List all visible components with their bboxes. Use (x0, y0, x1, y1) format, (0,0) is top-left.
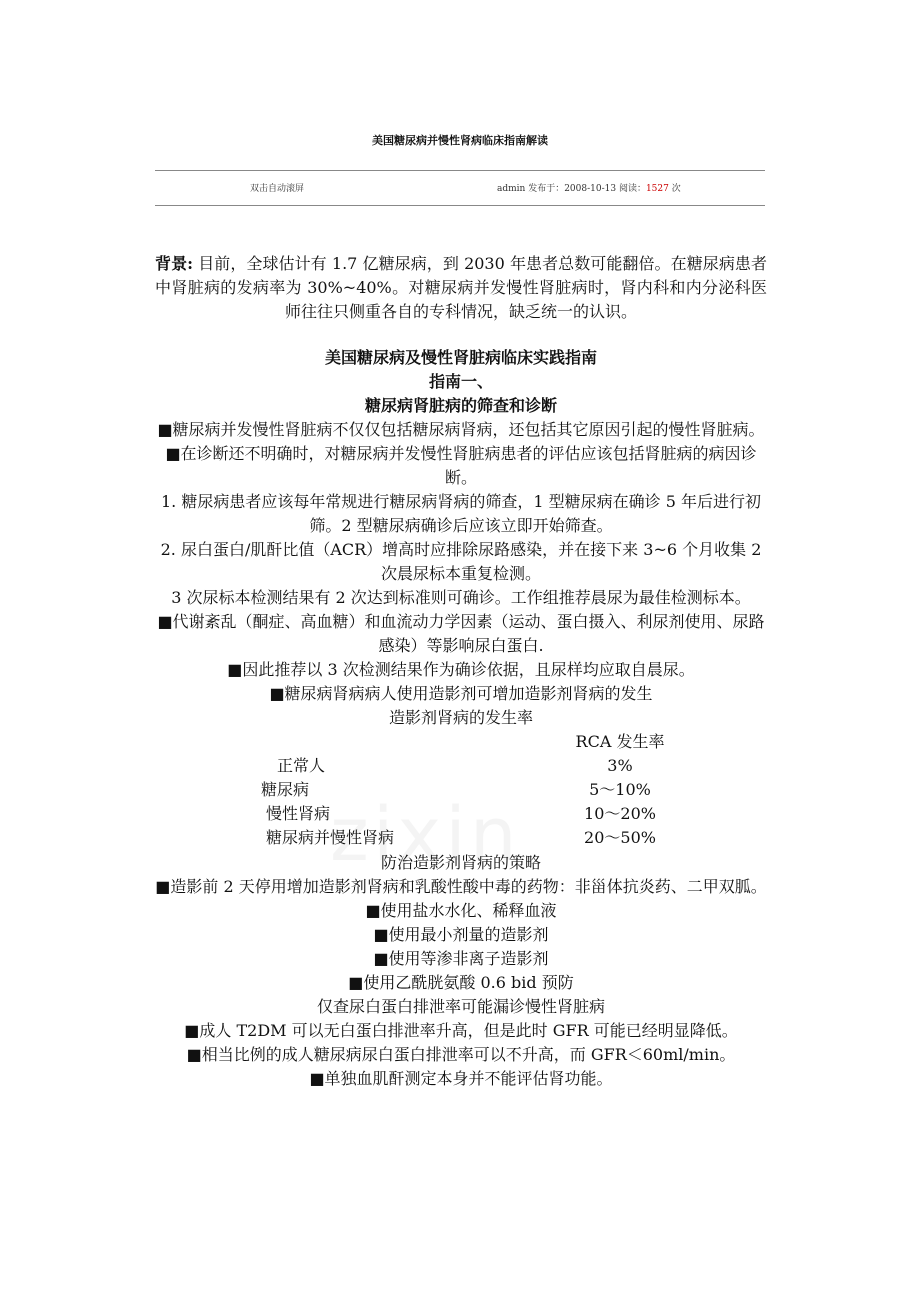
section-heading: 糖尿病肾脏病的筛查和诊断 (364, 396, 557, 415)
read-count-suffix: 次 (668, 184, 681, 194)
header-divider-bottom (155, 205, 765, 206)
header-divider-top (155, 170, 765, 171)
rca-row-value: 10～20% (584, 804, 656, 823)
rca-row-label: 正常人 (277, 756, 326, 775)
prevention-item: ■使用最小剂量的造影剂 (373, 925, 549, 944)
closing-item: ■单独血肌酐测定本身并不能评估肾功能。 (309, 1069, 613, 1088)
paragraph-6: ■代谢紊乱（酮症、高血糖）和血流动力学因素（运动、蛋白摄入、利尿剂使用、尿路感染）等影响尿白蛋白. (157, 612, 765, 655)
auto-scroll-link[interactable]: 双击自动滚屏 (250, 184, 305, 194)
paragraph-1: ■糖尿病并发慢性肾脏病不仅仅包括糖尿病肾病，还包括其它原因引起的慢性肾脏病。 (157, 420, 765, 439)
rca-table-header: RCA 发生率 (575, 732, 665, 751)
rca-row-value: 5～10% (589, 780, 651, 799)
prevention-item: ■使用盐水水化、稀释血液 (365, 901, 557, 920)
table-caption: 造影剂肾病的发生率 (388, 708, 533, 727)
closing-item: ■相当比例的成人糖尿病尿白蛋白排泄率可以不升高，而 GFR＜60ml/min。 (186, 1045, 736, 1064)
closing-item: ■成人 T2DM 可以无白蛋白排泄率升高，但是此时 GFR 可能已经明显降低。 (184, 1021, 738, 1040)
guideline-subtitle: 指南一、 (428, 372, 493, 391)
rca-row-label: 慢性肾病 (266, 804, 331, 823)
paragraph-2: ■在诊断还不明确时，对糖尿病并发慢性肾脏病患者的评估应该包括肾脏病的病因诊断。 (165, 444, 757, 487)
intro-text: 目前，全球估计有 1.7 亿糖尿病，到 2030 年患者总数可能翻倍。在糖尿病患者中肾脏病的发病率为 30%~40%。对糖尿病并发慢性肾脏病时，肾内科和内分泌科医师往往只侧重各自的专科情况，缺乏统一的认识。 (155, 254, 767, 321)
paragraph-7: ■因此推荐以 3 次检测结果作为确诊依据，且尿样均应取自晨尿。 (227, 660, 695, 679)
intro-label: 背景: (155, 254, 194, 273)
prevention-item: ■造影前 2 天停用增加造影剂肾病和乳酸性酸中毒的药物：非甾体抗炎药、二甲双胍。 (155, 877, 767, 896)
rca-row-value: 3% (607, 756, 633, 775)
rca-row-label: 糖尿病 (261, 780, 310, 799)
paragraph-8: ■糖尿病肾病病人使用造影剂可增加造影剂肾病的发生 (269, 684, 653, 703)
post-meta-info: admin 发布于：2008-10-13 阅读： (497, 184, 646, 194)
guideline-title: 美国糖尿病及慢性肾脏病临床实践指南 (324, 348, 597, 367)
rca-row-label: 糖尿病并慢性肾病 (266, 828, 395, 847)
closing-title: 仅查尿白蛋白排泄率可能漏诊慢性肾脏病 (316, 997, 605, 1016)
rca-row-value: 20～50% (584, 828, 656, 847)
read-count: 1527 (645, 184, 669, 194)
prevention-item: ■使用等渗非离子造影剂 (373, 949, 549, 968)
page-title: 美国糖尿病并慢性肾病临床指南解读 (372, 134, 548, 147)
paragraph-5: 3 次尿标本检测结果有 2 次达到标准则可确诊。工作组推荐晨尿为最佳检测标本。 (171, 588, 751, 607)
rca-table (155, 730, 767, 851)
article-body (155, 252, 767, 1091)
paragraph-3: 1. 糖尿病患者应该每年常规进行糖尿病肾病的筛查，1 型糖尿病在确诊 5 年后进行初筛。2 型糖尿病确诊后应该立即开始筛查。 (161, 492, 761, 535)
prevention-title: 防治造影剂肾病的策略 (380, 853, 541, 872)
prevention-item: ■使用乙酰胱氨酸 0.6 bid 预防 (348, 973, 574, 992)
paragraph-4: 2. 尿白蛋白/肌酐比值（ACR）增高时应排除尿路感染，并在接下来 3~6 个月收集 2 次晨尿标本重复检测。 (160, 540, 762, 583)
intro-paragraph (155, 252, 767, 324)
post-meta (497, 181, 681, 194)
